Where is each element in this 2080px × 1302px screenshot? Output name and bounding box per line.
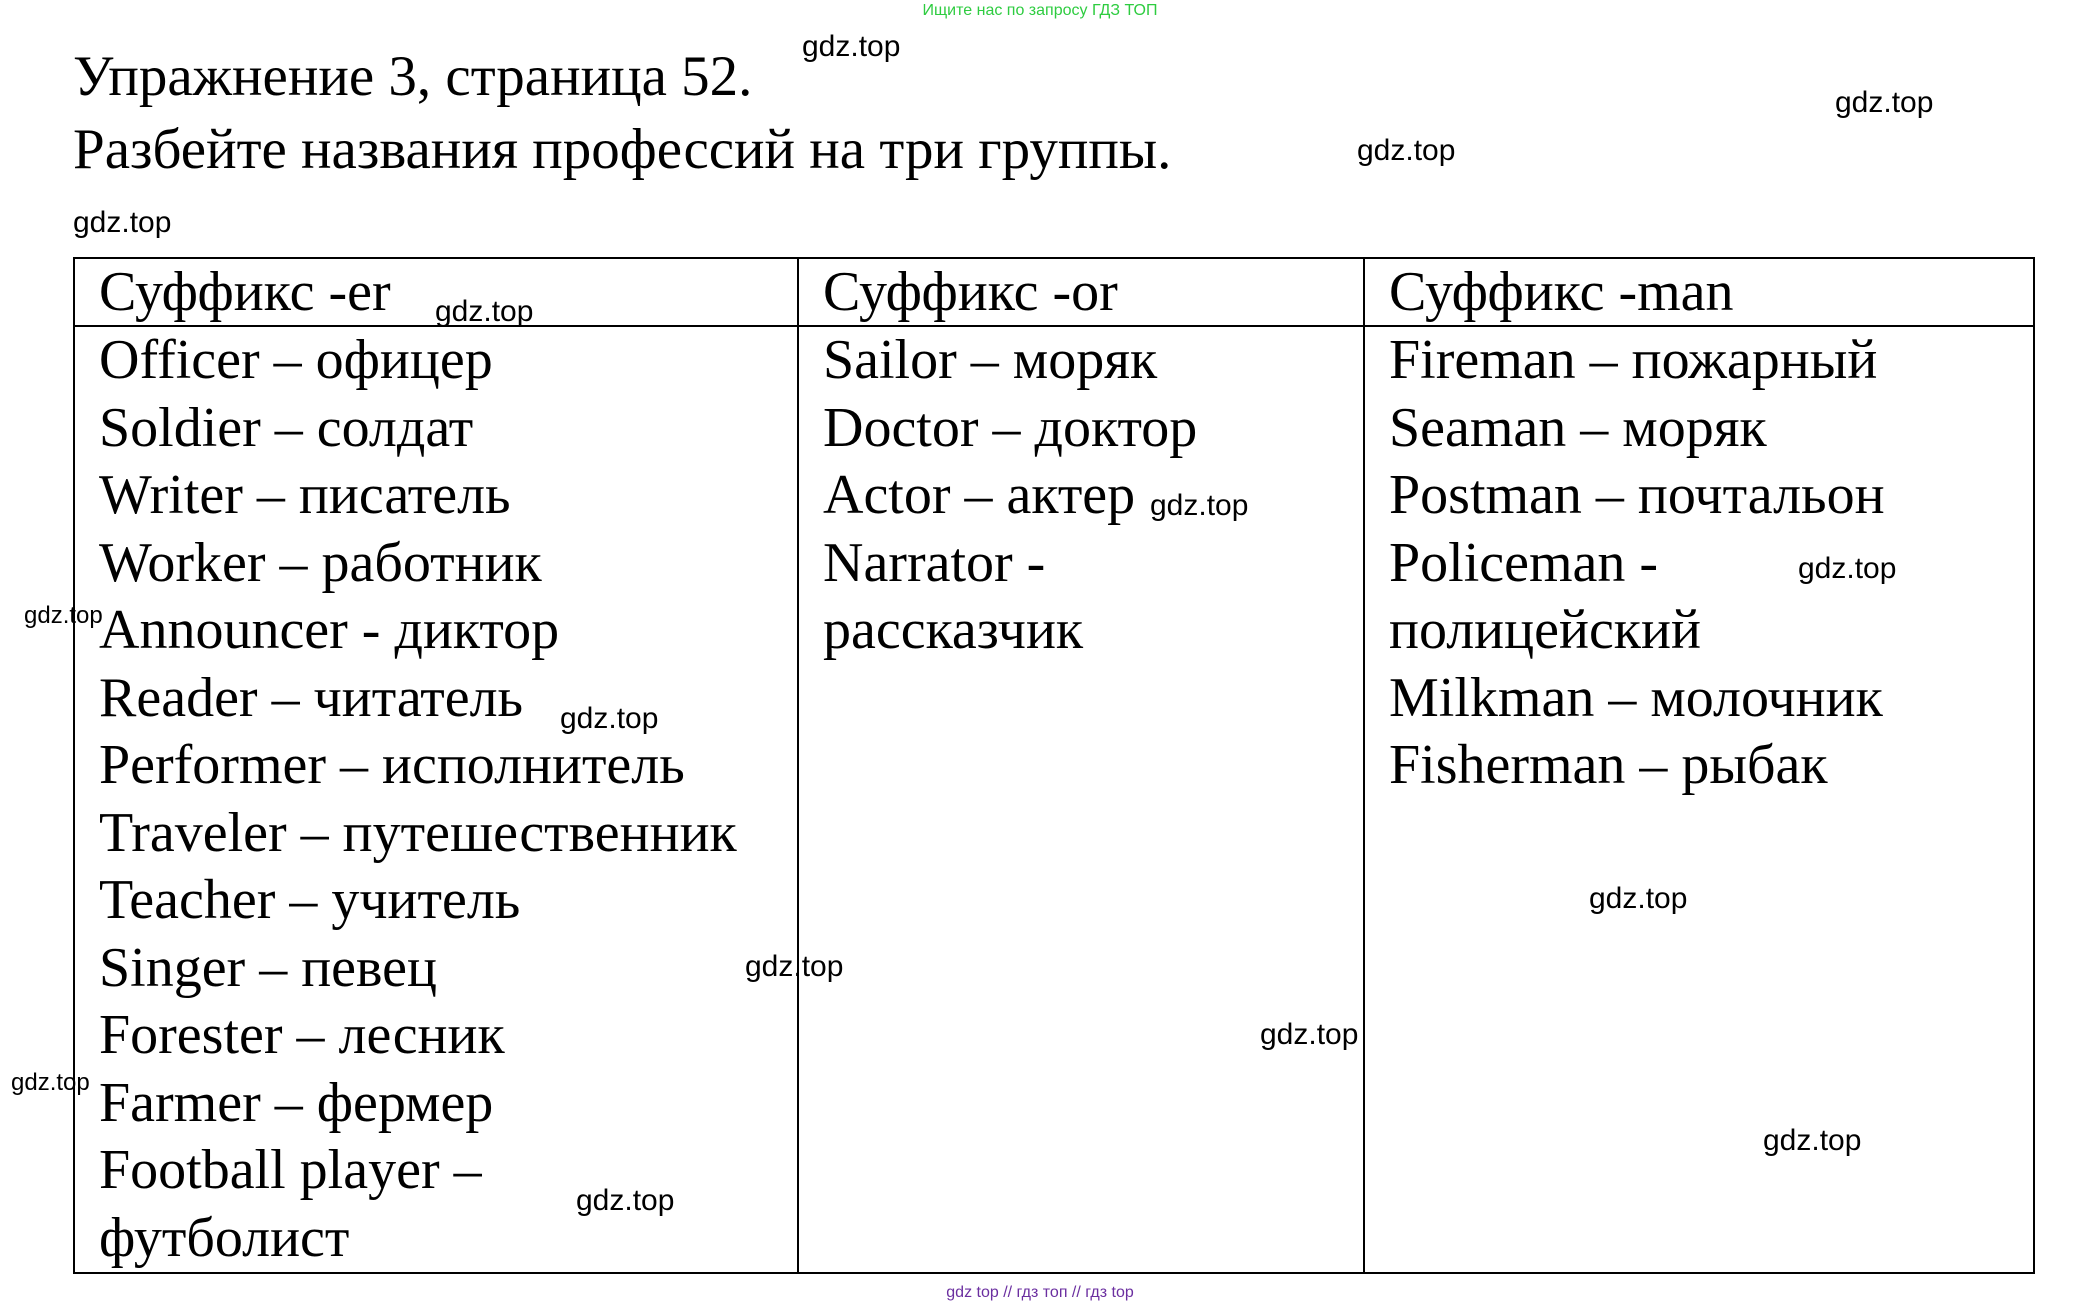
- watermark: gdz.top: [802, 30, 901, 63]
- list-item: Sailor – моряк: [823, 329, 1158, 391]
- watermark: gdz.top: [1835, 86, 1934, 119]
- list-item: Postman – почтальон: [1389, 464, 1885, 526]
- list-item: Reader – читатель: [99, 666, 524, 729]
- list-item: Doctor – доктор: [823, 396, 1198, 459]
- watermark: gdz.top: [435, 295, 534, 328]
- list-item: рассказчик: [823, 599, 1084, 661]
- list-item: Fisherman – рыбак: [1389, 734, 1828, 796]
- watermark: gdz.top: [745, 950, 844, 983]
- watermark: gdz.top: [1589, 882, 1688, 915]
- list-item: Announcer - диктор: [99, 599, 560, 661]
- list-item: Writer – писатель: [99, 464, 511, 526]
- list-item: Farmer – фермер: [99, 1071, 494, 1134]
- watermark: gdz.top: [24, 602, 103, 629]
- watermark: gdz.top: [1150, 489, 1249, 522]
- list-item: Fireman – пожарный: [1389, 329, 1878, 391]
- exercise-title: Упражнение 3, страница 52.: [73, 45, 753, 108]
- table-body-row: [74, 326, 2034, 1273]
- list-item: Officer – офицер: [99, 329, 493, 391]
- watermark: gdz.top: [576, 1184, 675, 1217]
- watermark: gdz.top: [1798, 552, 1897, 585]
- list-item: Teacher – учитель: [99, 869, 521, 931]
- header-suffix-man: Суффикс -man: [1364, 258, 2034, 326]
- list-item: Soldier – солдат: [99, 396, 474, 459]
- list-item: Milkman – молочник: [1389, 666, 1883, 729]
- column-or: [798, 326, 1364, 1273]
- exercise-task: Разбейте названия профессий на три группы.: [73, 118, 1172, 181]
- list-item: Actor – актер: [823, 464, 1136, 526]
- list-item: Singer – певец: [99, 936, 437, 999]
- list-item: полицейский: [1389, 599, 1701, 661]
- watermark: gdz.top: [1763, 1124, 1862, 1157]
- list-item: Policeman -: [1389, 531, 1659, 594]
- list-item: Football player –: [99, 1139, 482, 1201]
- list-item: Traveler – путешественник: [99, 801, 737, 864]
- header-suffix-er: Суффикс -er: [74, 258, 798, 326]
- list-item: Worker – работник: [99, 531, 542, 594]
- table-header-row: [74, 258, 2034, 326]
- list-item: Performer – исполнитель: [99, 734, 685, 796]
- top-banner[interactable]: Ищите нас по запросу ГДЗ ТОП: [922, 2, 1158, 19]
- list-item: Narrator -: [823, 531, 1046, 594]
- list-item: футболист: [99, 1206, 350, 1269]
- professions-table: [73, 257, 2035, 1274]
- watermark: gdz.top: [11, 1069, 90, 1096]
- column-man: [1364, 326, 2034, 1273]
- column-er: [74, 326, 798, 1273]
- watermark: gdz.top: [560, 702, 659, 735]
- watermark: gdz.top: [1260, 1018, 1359, 1051]
- watermark: gdz.top: [1357, 134, 1456, 167]
- footer-links[interactable]: gdz top // гдз топ // гдз top: [946, 1284, 1134, 1301]
- watermark: gdz.top: [73, 206, 172, 239]
- list-item: Forester – лесник: [99, 1004, 505, 1066]
- header-suffix-or: Суффикс -or: [798, 258, 1364, 326]
- list-item: Seaman – моряк: [1389, 396, 1767, 459]
